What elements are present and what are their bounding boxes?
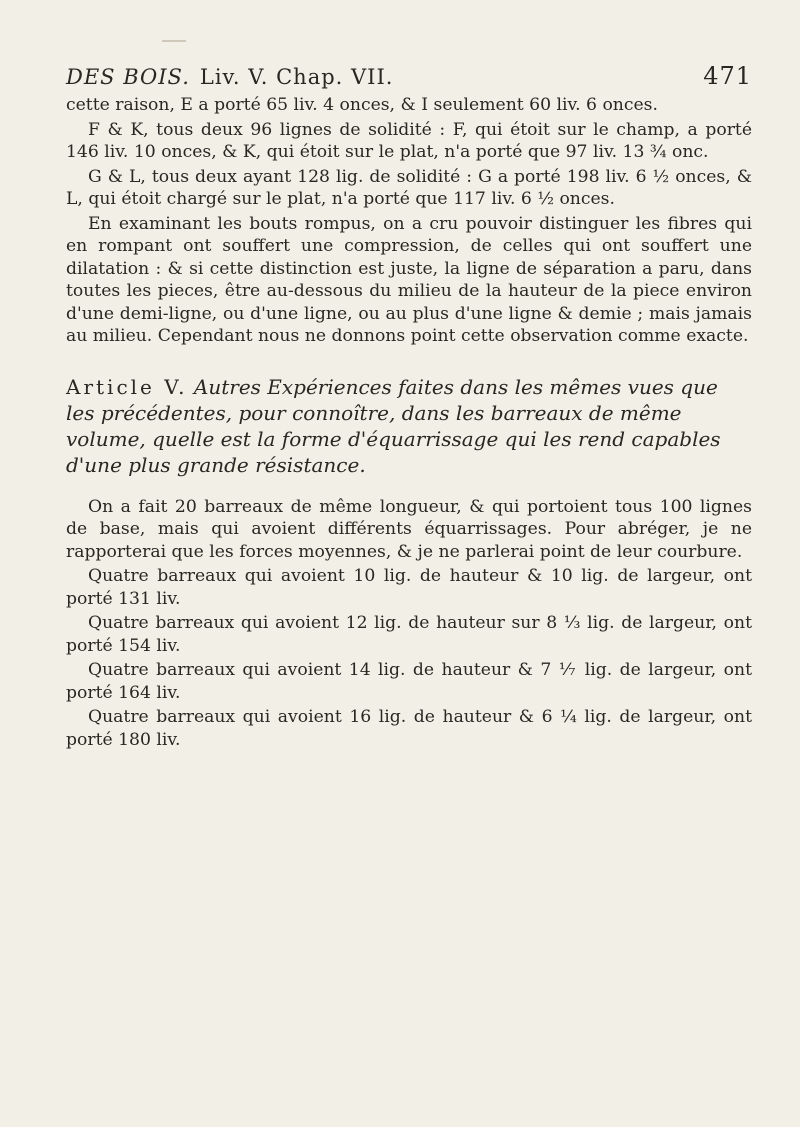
top-text (66, 94, 752, 348)
paragraph: On a fait 20 barreaux de même longueur, & qui portoient tous 100 lignes de base, mais qui avoient différents équarrissages. Pour abréger, je ne rapporterai que les forces moyennes, & je ne parlerai point de leur courbure. (66, 496, 752, 562)
paragraph: Quatre barreaux qui avoient 14 lig. de hauteur & 7 ⅐ lig. de largeur, ont porté 164 liv. (66, 660, 752, 703)
paragraph: Quatre barreaux qui avoient 16 lig. de hauteur & 6 ¼ lig. de largeur, ont porté 180 liv. (66, 707, 752, 750)
paragraph: En examinant les bouts rompus, on a cru pouvoir distinguer les fibres qui en rompant ont souffert une compression, de celles qui ont souffert une dilatation : & si cette distinction est juste, la ligne de séparation a paru, dans toutes les pieces, être au-dessous du milieu de la hauteur de la piece environ d'une demi-ligne, ou d'une ligne, ou au plus d'une ligne & demie ; mais jamais au milieu. Cependant nous ne donnons point cette observation comme exacte. (66, 213, 752, 346)
paragraph: F & K, tous deux 96 lignes de solidité : F, qui étoit sur le champ, a porté 146 liv. 10 onces, & K, qui étoit sur le plat, n'a porté que 97 liv. 13 ¾ onc. (66, 119, 752, 162)
article-title: Autres Expériences faites dans les mêmes vues que les précédentes, pour connoître, dans les barreaux de même volume, quelle est la forme d'équarrissage qui les rend capables d'une plus grande résistance. (66, 374, 721, 477)
page-number: 471 (703, 62, 752, 90)
article-heading (66, 374, 752, 478)
header-part: Liv. V. Chap. VII. (199, 65, 394, 89)
paragraph: Quatre barreaux qui avoient 12 lig. de hauteur sur 8 ⅓ lig. de largeur, ont porté 154 liv. (66, 613, 752, 656)
article-label: Article V. (66, 374, 188, 399)
running-header (66, 62, 752, 90)
header-title: DES BOIS. (66, 65, 190, 89)
bottom-text (66, 496, 752, 752)
paragraph: cette raison, E a porté 65 liv. 4 onces, & I seulement 60 liv. 6 onces. (66, 95, 658, 115)
paragraph: G & L, tous deux ayant 128 lig. de solidité : G a porté 198 liv. 6 ½ onces, & L, qui étoit chargé sur le plat, n'a porté que 117 liv. 6 ½ onces. (66, 166, 752, 209)
print-mark (162, 40, 186, 42)
paragraph: Quatre barreaux qui avoient 10 lig. de hauteur & 10 lig. de largeur, ont porté 131 liv. (66, 566, 752, 609)
